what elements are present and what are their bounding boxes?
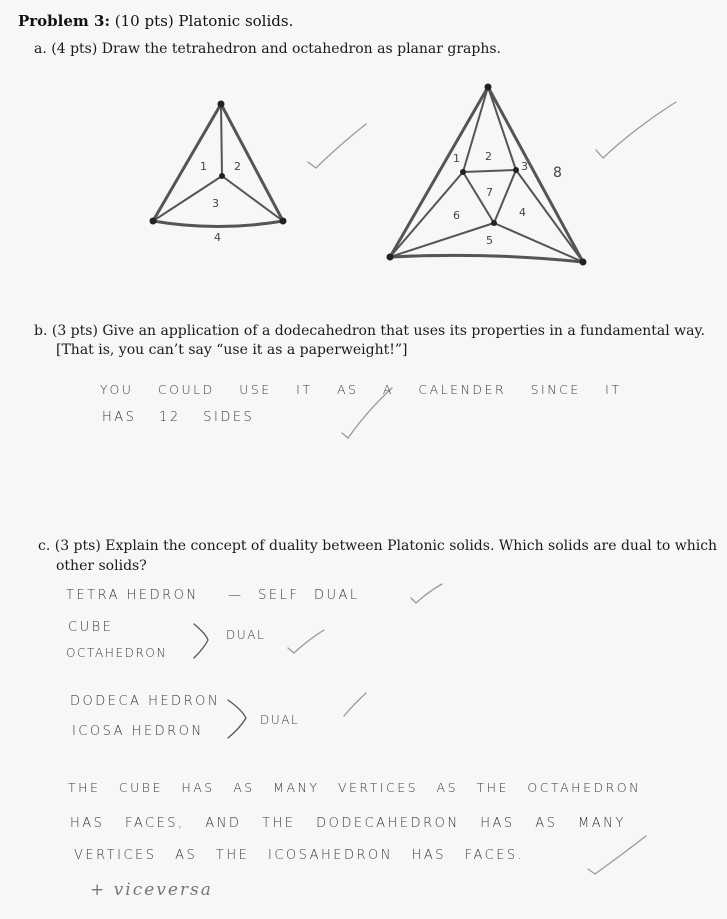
answer-cube: CUBE (68, 620, 114, 635)
tetra-vertex (218, 101, 225, 108)
octa-vertex (460, 169, 466, 175)
answer-tetrahedron: TETRA HEDRON (66, 588, 199, 603)
part-c-question-cont: other solids? (56, 558, 147, 574)
octa-face-label: 2 (485, 150, 492, 163)
checkmark-icon (288, 630, 324, 653)
tetra-face-label: 3 (212, 197, 219, 210)
octa-vertex (491, 220, 497, 226)
tetra-face-label: 4 (214, 231, 221, 244)
octa-face-label: 7 (486, 186, 493, 199)
checkmark-icon (596, 102, 676, 158)
part-b-question: b. (3 pts) Give an application of a dodecahedron that uses its properties in a fundamental way. (34, 323, 705, 339)
octa-vertex (387, 254, 394, 261)
answer-dodecahedron: DODECA HEDRON (70, 694, 221, 709)
octahedron-graph (387, 84, 587, 266)
octa-face-label: 6 (453, 209, 460, 222)
part-a-question: a. (4 pts) Draw the tetrahedron and octahedron as planar graphs. (34, 41, 502, 57)
checkmark-icon (308, 124, 366, 168)
answer-icosahedron: ICOSA HEDRON (72, 724, 204, 739)
dual-bracket (228, 700, 246, 738)
octa-face-label: 5 (486, 234, 493, 247)
problem-title: Problem 3: (18, 12, 110, 30)
tetra-vertex (150, 218, 157, 225)
part-b-answer-line2: HAS 12 SIDES (102, 410, 255, 425)
octa-vertex (513, 167, 519, 173)
octa-face-label: 4 (519, 206, 526, 219)
octa-vertex (485, 84, 492, 91)
tetrahedron-graph (150, 101, 287, 245)
part-b-answer-line1: YOU COULD USE IT AS A CALENDER SINCE IT (100, 382, 622, 397)
tetra-face-label: 2 (234, 160, 241, 173)
tetra-vertex (280, 218, 287, 225)
checkmark-icon (588, 836, 646, 874)
part-b-note: [That is, you can’t say “use it as a paperweight!”] (56, 342, 408, 358)
checkmark-icon (411, 584, 442, 603)
answer-explanation-line2: HAS FACES, AND THE DODECAHEDRON HAS AS MANY (70, 816, 626, 831)
problem-points: (10 pts) Platonic solids. (114, 12, 294, 30)
tetra-face-label: 1 (200, 160, 207, 173)
octa-face-label: 3 (521, 160, 528, 173)
answer-dual-1: DUAL (226, 628, 266, 642)
answer-explanation-line1: THE CUBE HAS AS MANY VERTICES AS THE OCTAHEDRON (68, 780, 641, 795)
octa-face-label: 8 (553, 165, 562, 181)
dual-bracket (194, 624, 208, 658)
answer-octahedron: OCTAHEDRON (66, 646, 168, 660)
checkmark-icon (344, 693, 366, 716)
answer-explanation-line4: + viceversa (90, 880, 213, 900)
answer-self-dual: — SELF DUAL (228, 588, 360, 603)
tetra-vertex (219, 173, 225, 179)
octa-vertex (580, 259, 587, 266)
octa-face-label: 1 (453, 152, 460, 165)
answer-dual-2: DUAL (260, 713, 300, 727)
answer-explanation-line3: VERTICES AS THE ICOSAHEDRON HAS FACES. (74, 848, 525, 863)
part-c-question: c. (3 pts) Explain the concept of duality between Platonic solids. Which solids are dual to which (38, 538, 718, 554)
